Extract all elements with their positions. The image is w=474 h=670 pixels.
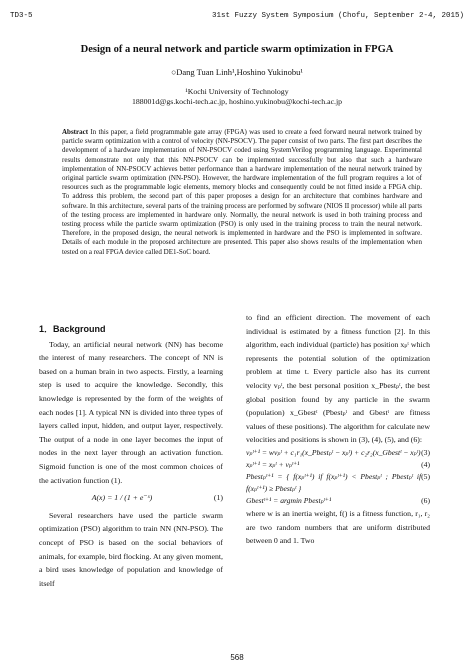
equation-formula: vₚᵗ⁺¹ = wvₚᵗ + c₁r₁(x_Pbestₚᵗ − xₚᵗ) + c₂r₂(x_Gbestᵗ − xₚᵗ) bbox=[246, 447, 421, 457]
right-column bbox=[246, 311, 430, 548]
equation-number: (3) bbox=[421, 447, 430, 457]
paragraph: Today, an artificial neural network (NN) has become the interest of many researchers. The concept of NN is based on a human brain in two aspects. Firstly, a learning step is used to acquire the knowledge. Secondly, this knowledge is represented by the form of the weights of each nodes [1]. A typical NN is divided into three types of layers called input, hidden, and output layer, respectively. The output of a node in one layer becomes the input of nodes in the next layer through an activation function. Sigmoid function is one of the most common choices of the activation function (1). bbox=[39, 339, 223, 485]
equation-formula: Pbestₚᵗ⁺¹ = { f(xₚᵗ⁺¹) if f(xₚᵗ⁺¹) < Pbestₚᵗ ; Pbestₚᵗ if f(xₚᵗ⁺¹) ≥ Pbestₚᵗ } bbox=[246, 471, 422, 493]
abstract bbox=[62, 128, 422, 257]
equation-formula: Gbestᵗ⁺¹ = argmin Pbestₚᵗ⁺¹ bbox=[246, 495, 332, 505]
equation-formula: A(x) = 1 / (1 + e⁻ˣ) bbox=[91, 493, 153, 503]
equation-number: (6) bbox=[421, 495, 430, 505]
left-column bbox=[39, 323, 223, 590]
affiliation-institution: ¹Kochi University of Technology bbox=[185, 87, 289, 96]
conference-name: 31st Fuzzy System Symposium (Chofu, September 2-4, 2015) bbox=[211, 12, 464, 20]
affiliation bbox=[0, 87, 474, 107]
affiliation-emails: 188001d@gs.kochi-tech.ac.jp, hoshino.yukinobu@kochi-tech.ac.jp bbox=[131, 97, 343, 106]
equation-number: (4) bbox=[421, 459, 430, 469]
equation-1 bbox=[39, 491, 223, 505]
section-heading: 1．Background bbox=[39, 324, 106, 334]
abstract-label: Abstract bbox=[62, 128, 89, 136]
running-header bbox=[10, 12, 464, 24]
paragraph: to find an efficient direction. The movement of each individual is estimated by a fitness function [2]. In this algorithm, each individual (particle) has position xₚᵗ which represents the potential solution of the optimization problem at time t. Every particle also has its current velocity vₚᵗ, the best personal position x_Pbestₚᵗ, the best global position found by any particle in the swarm (population) x_Gbestᵗ (Pbestₚᵗ and Gbestᵗ are fitness values of these positions). The algorithm for calculate new velocities and positions is shown in (3), (4), (5), and (6): bbox=[246, 313, 430, 445]
abstract-text: In this paper, a field programmable gate array (FPGA) was used to create a feed forward neural network trained by particle swarm optimization with a control of velocity (NN-PSOCV). The paper consist of two parts. The first part describes the development of a hardware implementation of NN-PSOCV coded using SystemVerilog programming language. Experimental results demonstrate not only that this NN-PSOCV can be implemented successfully but also that such a hardware implementation of NN-PSOCV achieves better performance than a hardware implementation of the neural network trained by original particle swarm optimization (NN-PSO). However, the hardware implementation of the full program requires a lot of resources such as the programmable logic elements, memory blocks and consequently could be not fitted inside a FPGA chip. To address this problem, the second part of this paper proposes a design for an architecture that combines hardware and software. In this architecture, several parts of the training process are performed by software (NIOS II processor) while all parts of the testing process are implemented in hardware only. Normally, the neural network is used in both training process and testing process while the particle swarm optimization (PSO) is only used in the training process to train the neural network. Therefore, in the proposed design, the neural network is implemented in hardware and the PSO is implemented in software. Details of each module in the proposed architecture are presented. This paper also shows results of the implementation when tested on a real FPGA device called DE1-SoC board. bbox=[62, 128, 422, 256]
paper-code: TD3-5 bbox=[10, 12, 33, 20]
paper-title: Design of a neural network and particle swarm optimization in FPGA bbox=[80, 44, 394, 55]
paragraph: Several researchers have used the particle swarm optimization (PSO) algorithm to train NN (NN-PSO). The concept of PSO is based on the social behaviors of animals, for example, bird flocking. At any given moment, a bird uses knowledge of population and knowledge of itself bbox=[39, 510, 223, 588]
paragraph: where w is an inertia weight, f() is a fitness function, r₁, r₂ are two random numbers that are uniform distributed between 0 and 1. Two bbox=[246, 508, 430, 546]
authors: ○Dang Tuan Linh¹,Hoshino Yukinobu¹ bbox=[171, 67, 303, 77]
page-number: 568 bbox=[230, 653, 244, 662]
equation-number: (1) bbox=[213, 493, 223, 503]
equation-block bbox=[246, 447, 430, 507]
equation-number: (5) bbox=[421, 471, 430, 481]
equation-formula: xₚᵗ⁺¹ = xₚᵗ + vₚᵗ⁺¹ bbox=[246, 459, 300, 469]
